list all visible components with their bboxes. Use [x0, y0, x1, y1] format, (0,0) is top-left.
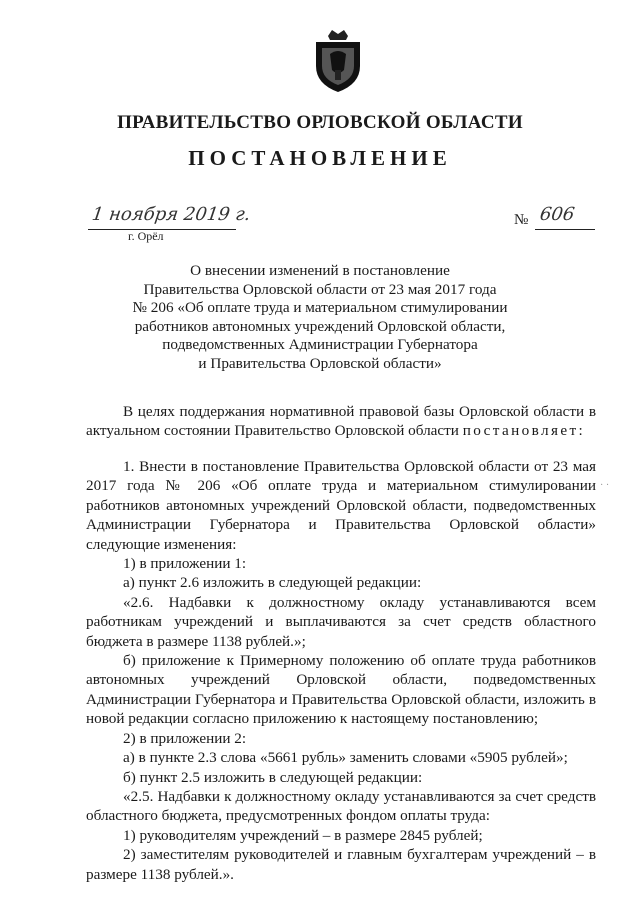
- number-label: №: [514, 212, 529, 228]
- subject-line: работников автономных учреждений Орловской области,: [134, 317, 506, 335]
- subject-line: О внесении изменений в постановление: [190, 262, 450, 279]
- paragraph: а) в пункте 2.3 слова «5661 рубль» заменить словами «5905 рублей»;: [123, 749, 568, 767]
- paragraph: 1. Внести в постановление Правительства Орловской области от 23 мая 2017 года № 206 «Об оплате труда и материальном стимулировании работников автономных учреждений Орловской области, подведомственных Администрации Губернатора и Правительства Орловской области» следующие изменения:: [86, 458, 596, 553]
- paragraph: 1) в приложении 1:: [123, 555, 247, 573]
- preamble-text: В целях поддержания нормативной правовой базы Орловской области в актуальном состоянии Правительство Орловской области: [86, 403, 596, 440]
- decree-body: [86, 457, 596, 884]
- government-title: ПРАВИТЕЛЬСТВО ОРЛОВСКОЙ ОБЛАСТИ: [117, 112, 523, 133]
- preamble: [86, 402, 596, 441]
- city-label: г. Орёл: [128, 229, 164, 243]
- scan-speckle: · ·: [600, 480, 610, 491]
- paragraph: «2.5. Надбавки к должностному окладу устанавливаются за счет средств областного бюджета, предусмотренных фондом оплаты труда:: [86, 787, 596, 825]
- coat-of-arms-emblem: [308, 30, 368, 92]
- paragraph: 2) заместителям руководителей и главным бухгалтерам учреждений – в размере 1138 рублей.».: [86, 846, 596, 883]
- paragraph: б) приложение к Примерному положению об оплате труда работников автономных учреждений Орловской области, подведомственных Администрации Губернатора и Правительства Орловской области, изложить в новой редакции согласно приложению к настоящему постановлению;: [86, 652, 596, 728]
- paragraph: 2) в приложении 2:: [123, 729, 247, 747]
- subject-line: подведомственных Администрации Губернатора: [162, 336, 478, 354]
- paragraph: а) пункт 2.6 изложить в следующей редакции:: [123, 574, 422, 592]
- paragraph: «2.6. Надбавки к должностному окладу устанавливаются всем работникам учреждений и выплачиваются за счет средств областного бюджета в размере 1138 рублей.»;: [86, 593, 596, 650]
- document-type-title: ПОСТАНОВЛЕНИЕ: [188, 146, 452, 170]
- decree-word: постановляет:: [462, 422, 586, 440]
- paragraph: б) пункт 2.5 изложить в следующей редакции:: [123, 768, 423, 786]
- handwritten-date: 1 ноября 2019 г.: [90, 204, 252, 225]
- subject-line: Правительства Орловской области от 23 мая 2017 года: [143, 280, 497, 298]
- subject-line: и Правительства Орловской области»: [198, 354, 442, 372]
- subject-line: № 206 «Об оплате труда и материальном стимулировании: [132, 299, 508, 317]
- handwritten-number: 606: [538, 204, 576, 225]
- paragraph: 1) руководителям учреждений – в размере 2845 рублей;: [123, 826, 483, 844]
- decree-subject: [100, 262, 540, 374]
